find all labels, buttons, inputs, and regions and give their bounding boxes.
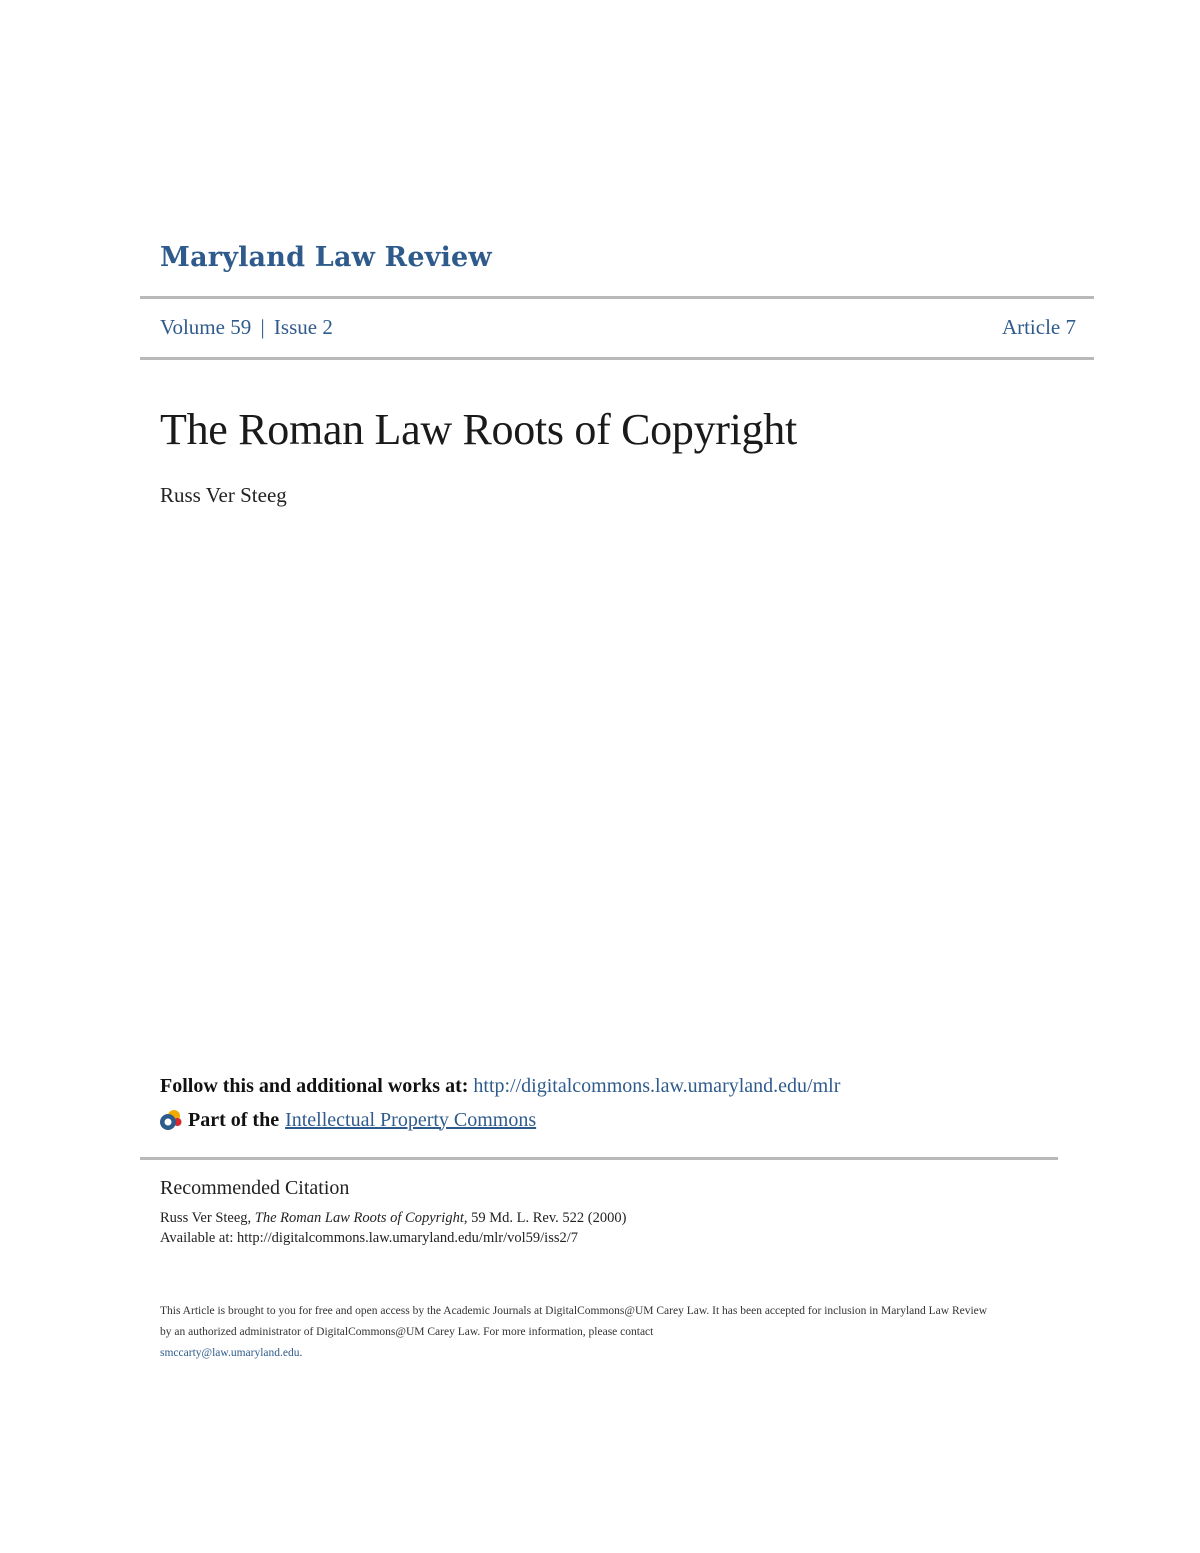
article-title: The Roman Law Roots of Copyright bbox=[160, 405, 797, 454]
citation-body bbox=[160, 1208, 626, 1248]
access-notice-text: This Article is brought to you for free and open access by the Academic Journals at DigitalCommons@UM Carey Law. It has been accepted for inclusion in Maryland Law Review by an authorized administrator of DigitalCommons@UM Carey Law. For more information, please contact bbox=[160, 1305, 988, 1338]
citation-available-label: Available at: bbox=[160, 1230, 238, 1246]
part-of-label: Part of the bbox=[188, 1108, 280, 1131]
citation-available-url[interactable]: http://digitalcommons.law.umaryland.edu/mlr/vol59/iss2/7 bbox=[237, 1230, 579, 1246]
contact-email-link[interactable]: smccarty@law.umaryland.edu bbox=[160, 1347, 300, 1359]
author-name: Russ Ver Steeg bbox=[160, 483, 287, 507]
citation-reference-line bbox=[160, 1208, 626, 1228]
follow-url-link[interactable]: http://digitalcommons.law.umaryland.edu/mlr bbox=[473, 1075, 841, 1097]
header-divider-bottom bbox=[140, 357, 1094, 360]
volume-link[interactable]: Volume 59 bbox=[160, 315, 252, 339]
citation-available-line bbox=[160, 1228, 626, 1248]
header-divider-top bbox=[140, 296, 1094, 299]
citation-divider bbox=[140, 1157, 1058, 1160]
citation-author: Russ Ver Steeg, bbox=[160, 1210, 255, 1226]
part-of-line bbox=[158, 1107, 536, 1133]
issue-link[interactable]: Issue 2 bbox=[273, 315, 333, 339]
article-number-link[interactable]: Article 7 bbox=[1001, 315, 1076, 339]
bepress-commons-icon bbox=[158, 1107, 184, 1133]
journal-title[interactable]: Maryland Law Review bbox=[160, 242, 492, 273]
citation-title: The Roman Law Roots of Copyright, bbox=[254, 1210, 472, 1226]
access-notice bbox=[160, 1301, 1000, 1364]
recommended-citation-heading: Recommended Citation bbox=[160, 1177, 350, 1199]
follow-label: Follow this and additional works at: bbox=[160, 1075, 474, 1097]
access-notice-tail: . bbox=[299, 1347, 303, 1359]
volume-issue-separator: | bbox=[260, 315, 265, 339]
intellectual-property-commons-link[interactable]: Intellectual Property Commons bbox=[285, 1108, 537, 1131]
citation-reporter: 59 Md. L. Rev. 522 (2000) bbox=[471, 1210, 627, 1226]
follow-line bbox=[160, 1075, 840, 1098]
volume-issue-line bbox=[160, 315, 333, 340]
